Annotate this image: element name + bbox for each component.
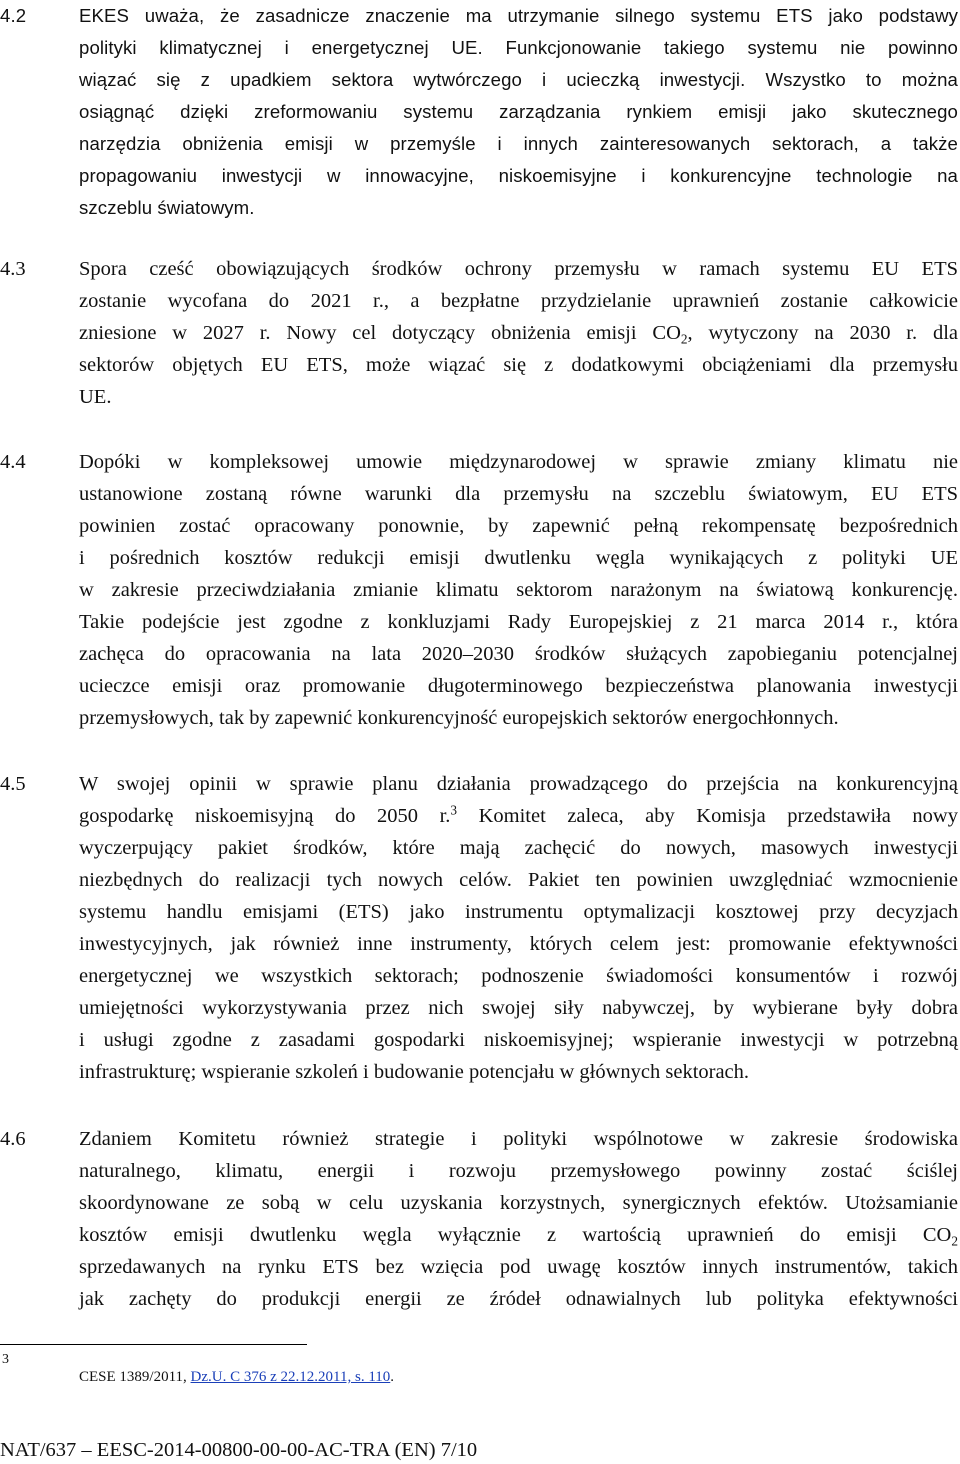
paragraph-line: Zdaniem Komitetu również strategie i polityki wspólnotowe w zakresie środowiska bbox=[79, 1128, 958, 1150]
footnote-text bbox=[79, 1367, 394, 1387]
paragraph-line: i pośrednich kosztów redukcji emisji dwutlenku węgla wynikających z polityki UE bbox=[79, 547, 958, 569]
paragraph-line bbox=[79, 317, 958, 349]
paragraph-line: zostanie wycofana do 2021 r., a bezpłatne przydzielanie uprawnień zostanie całkowicie bbox=[79, 290, 958, 312]
paragraph-line: zachęca do opracowania na lata 2020–2030 środków służących zapobieganiu potencjalnej bbox=[79, 643, 958, 665]
paragraph-line: EKES uważa, że zasadnicze znaczenie ma utrzymanie silnego systemu ETS jako podstawy bbox=[79, 5, 958, 26]
paragraph-line: szczeblu światowym. bbox=[79, 197, 255, 218]
paragraph-line: niezbędnych do realizacji tych nowych celów. Pakiet ten powinien uwzględniać wzmocnienie bbox=[79, 869, 958, 891]
footnote-reference[interactable]: 3 bbox=[450, 802, 458, 818]
paragraph-line: sprzedawanych na rynku ETS bez wzięcia pod uwagę kosztów innych instrumentów, takich bbox=[79, 1256, 958, 1278]
paragraph-line: umiejętności wykorzystywania przez nich swojej siły nabywczej, by wybierane były dobra bbox=[79, 997, 958, 1019]
paragraph-line: propagowaniu inwestycji w innowacyjne, niskoemisyjne i konkurencyjne technologie na bbox=[79, 165, 958, 186]
line-segment: wiązać się z upadkiem sektora wytwórczego i ucieczką inwestycji. bbox=[79, 69, 746, 90]
subscript: 2 bbox=[951, 1233, 958, 1249]
paragraph-line: ustanowione zostaną równe warunki dla przemysłu na szczeblu światowym, EU ETS bbox=[79, 483, 958, 505]
paragraph-line: infrastrukturę; wspieranie szkoleń i budowanie potencjału w głównych sektorach. bbox=[79, 1061, 750, 1083]
paragraph-line: w zakresie przeciwdziałania zmianie klimatu sektorom narażonym na światową konkurencję. bbox=[79, 579, 958, 601]
paragraph-line: energetycznej we wszystkich sektorach; podnoszenie świadomości konsumentów i rozwój bbox=[79, 965, 958, 987]
paragraph-number: 4.6 bbox=[0, 1128, 26, 1150]
line-segment: , wytyczony na 2030 r. dla bbox=[687, 322, 958, 344]
paragraph-line bbox=[79, 1219, 958, 1251]
footnote-number: 3 bbox=[2, 1352, 9, 1367]
footnote-link[interactable]: Dz.U. C 376 z 22.12.2011, s. 110 bbox=[190, 1369, 391, 1385]
footnote-separator bbox=[0, 1344, 307, 1345]
paragraph-line bbox=[79, 800, 958, 832]
paragraph-line: W swojej opinii w sprawie planu działania prowadzącego do przejścia na konkurencyjną bbox=[79, 773, 958, 795]
paragraph-line: przemysłowych, tak by zapewnić konkurencyjność europejskich sektorów energochłonnych. bbox=[79, 707, 839, 729]
paragraph-line: skoordynowane ze sobą w celu uzyskania korzystnych, synergicznych efektów. Utożsamianie bbox=[79, 1192, 958, 1214]
subscript: 2 bbox=[680, 331, 688, 347]
footnote-prefix: CESE 1389/2011, bbox=[79, 1369, 191, 1385]
paragraph-line: naturalnego, klimatu, energii i rozwoju przemysłowego powinny zostać ściślej bbox=[79, 1160, 958, 1182]
line-segment: gospodarkę niskoemisyjną do 2050 r. bbox=[79, 805, 451, 827]
paragraph-number: 4.4 bbox=[0, 451, 26, 473]
paragraph-line: wyczerpujący pakiet środków, które mają zachęcić do nowych, masowych inwestycji bbox=[79, 837, 958, 859]
paragraph-line: ucieczce emisji oraz promowanie długoterminowego bezpieczeństwa planowania inwestycji bbox=[79, 675, 958, 697]
line-segment: Wszystko to można bbox=[765, 69, 958, 90]
paragraph-number: 4.3 bbox=[0, 258, 26, 280]
footnote-suffix: . bbox=[390, 1369, 395, 1385]
paragraph-line: narzędzia obniżenia emisji w przemyśle i innych zainteresowanych sektorach, a także bbox=[79, 133, 958, 154]
paragraph-number: 4.5 bbox=[0, 773, 26, 795]
paragraph-line: inwestycyjnych, jak również inne instrumenty, których celem jest: promowanie efektywności bbox=[79, 933, 958, 955]
paragraph-line: jak zachęty do produkcji energii ze źródeł odnawialnych lub polityka efektywności bbox=[79, 1288, 958, 1310]
page-footer: NAT/637 – EESC-2014-00800-00-00-AC-TRA (EN) 7/10 bbox=[0, 1439, 478, 1461]
paragraph-line: polityki klimatycznej i energetycznej UE. Funkcjonowanie takiego systemu nie powinno bbox=[79, 37, 958, 58]
paragraph-line bbox=[79, 64, 958, 96]
paragraph-line: UE. bbox=[79, 386, 112, 408]
line-segment: Komitet zaleca, aby Komisja przedstawiła nowy bbox=[457, 805, 958, 827]
paragraph-number: 4.2 bbox=[0, 5, 27, 26]
paragraph-line: Spora cześć obowiązujących środków ochrony przemysłu w ramach systemu EU ETS bbox=[79, 258, 958, 280]
line-segment: zniesione w 2027 r. Nowy cel dotyczący obniżenia emisji CO bbox=[79, 322, 681, 344]
paragraph-line: Dopóki w kompleksowej umowie międzynarodowej w sprawie zmiany klimatu nie bbox=[79, 451, 958, 473]
paragraph-line: systemu handlu emisjami (ETS) jako instrumentu optymalizacji kosztowej przy decyzjach bbox=[79, 901, 958, 923]
paragraph-line: sektorów objętych EU ETS, może wiązać się z dodatkowymi obciążeniami dla przemysłu bbox=[79, 354, 958, 376]
line-segment: kosztów emisji dwutlenku węgla wyłącznie z wartością uprawnień do emisji CO bbox=[79, 1224, 952, 1246]
paragraph-line: i usługi zgodne z zasadami gospodarki niskoemisyjnej; wspieranie inwestycji w potrzebną bbox=[79, 1029, 958, 1051]
paragraph-line: osiągnąć dzięki zreformowaniu systemu zarządzania rynkiem emisji jako skutecznego bbox=[79, 101, 958, 122]
paragraph-line: Takie podejście jest zgodne z konkluzjami Rady Europejskiej z 21 marca 2014 r., która bbox=[79, 611, 958, 633]
paragraph-line: powinien zostać opracowany ponownie, by zapewnić pełną rekompensatę bezpośrednich bbox=[79, 515, 958, 537]
